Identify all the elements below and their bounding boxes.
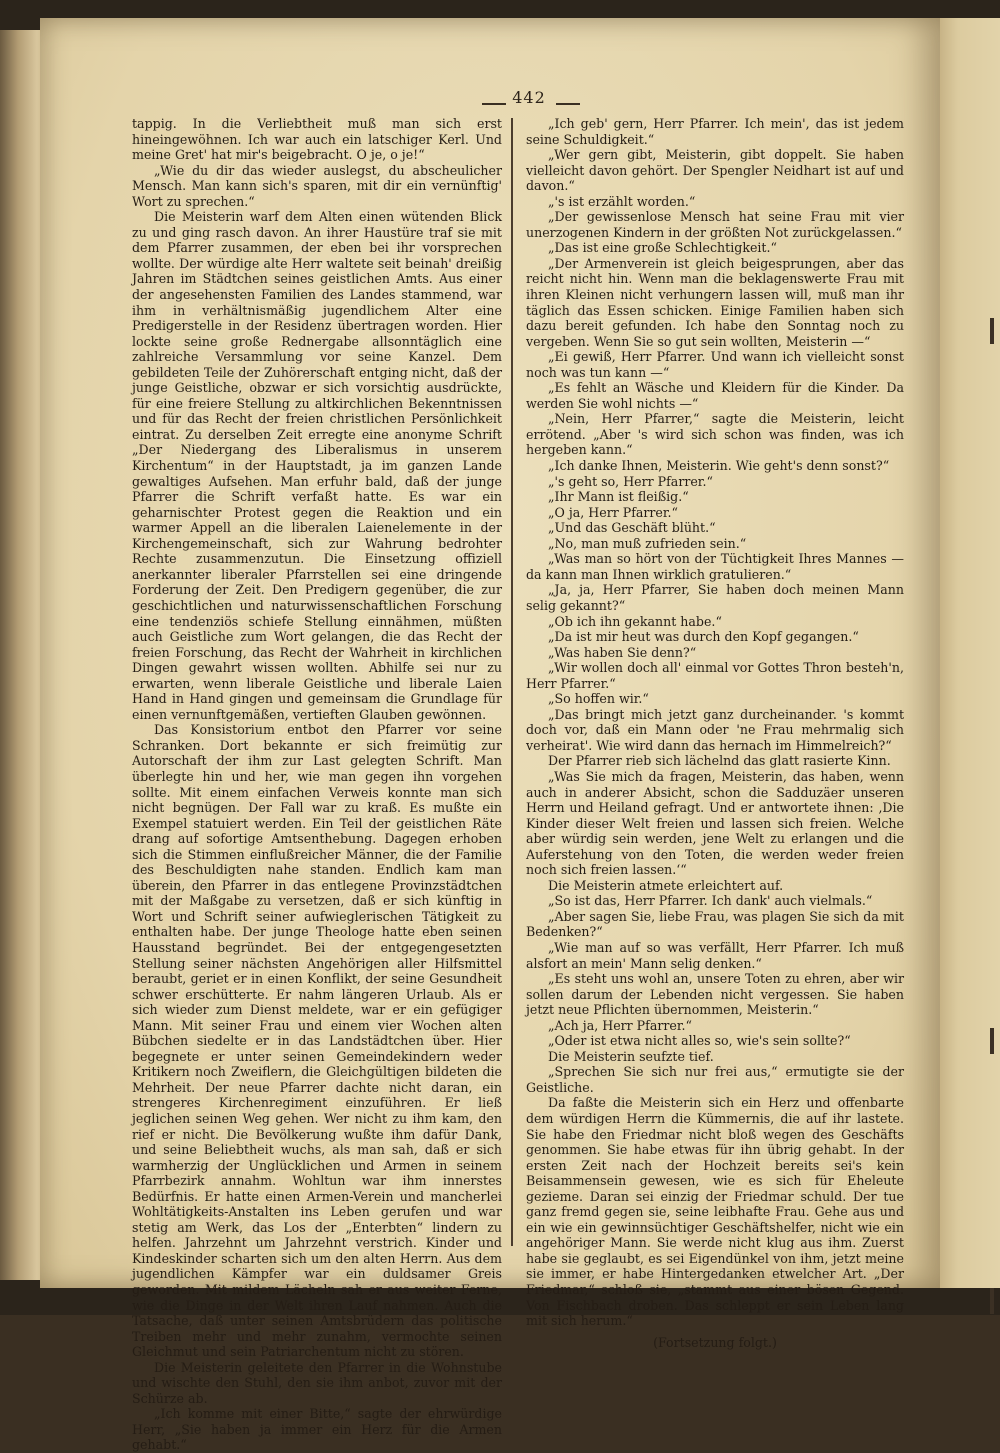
paragraph: „'s ist erzählt worden.“ bbox=[548, 193, 696, 209]
paragraph: „Ei gewiß, Herr Pfarrer. Und wann ich vielleicht sonst noch was tun kann —“ bbox=[526, 349, 904, 380]
left-text-column bbox=[132, 116, 502, 1453]
paragraph: „No, man muß zufrieden sein.“ bbox=[548, 535, 747, 551]
paragraph: tappig. In die Verliebtheit muß man sich erst hineingewöhnen. Ich war auch ein latschiger Kerl. Und meine Gret' hat mir's beigebracht. O je, o je!“ bbox=[132, 116, 502, 163]
paragraph: „Es fehlt an Wäsche und Kleidern für die Kinder. Da werden Sie wohl nichts —“ bbox=[526, 380, 904, 411]
paragraph: „Was haben Sie denn?“ bbox=[548, 644, 697, 660]
paragraph: „Nein, Herr Pfarrer,“ sagte die Meisterin, leicht errötend. „Aber 's wird sich schon was finden, was ich hergeben kann.“ bbox=[526, 411, 904, 458]
paragraph: Da faßte die Meisterin sich ein Herz und offenbarte dem würdigen Herrn die Kümmernis, die auf ihr lastete. Sie habe den Friedmar nicht bloß wegen des Geschäfts genommen. Sie habe etwas für ihn übrig gehabt. In der ersten Zeit nach der Hochzeit bereits sei's kein Beisammensein gewesen, wie es sich für Eheleute gezieme. Daran sei einzig der Friedmar schuld. Der tue ganz fremd gegen sie, seine leibhafte Frau. Gehe aus und ein wie ein gewinnsüchtiger Geschäftshelfer, nicht wie ein angehöriger Mann. Sie werde nicht klug aus ihm. Zuerst habe sie geglaubt, es sei Eigendünkel von ihm, jetzt meine sie immer, er habe Hintergedanken etwelcher Art. „Der Friedmar,“ schloß sie, „stammt aus einer bösen Gegend. Von Fischbach droben. Das schleppt er sein Leben lang mit sich herum.“ bbox=[526, 1095, 904, 1329]
paragraph: Der Pfarrer rieb sich lächelnd das glatt rasierte Kinn. bbox=[548, 753, 891, 769]
paragraph: „Ich danke Ihnen, Meisterin. Wie geht's denn sonst?“ bbox=[548, 458, 890, 474]
paragraph: „Ich geb' gern, Herr Pfarrer. Ich mein', das ist jedem seine Schuldigkeit.“ bbox=[526, 116, 904, 147]
paragraph: „'s geht so, Herr Pfarrer.“ bbox=[548, 473, 713, 489]
paragraph: „Wie du dir das wieder auslegst, du abscheulicher Mensch. Man kann sich's sparen, mit dir ein vernünftig' Wort zu sprechen.“ bbox=[132, 162, 502, 209]
facing-page-mark bbox=[990, 1288, 994, 1314]
paragraph: Die Meisterin warf dem Alten einen wütenden Blick zu und ging rasch davon. An ihrer Haustüre traf sie mit dem Pfarrer zusammen, der eben bei ihr vorsprechen wollte. Der würdige alte Herr waltete seit beinah' dreißig Jahren im Städtchen seines geistlichen Amts. Aus einer der angesehensten Familien des Landes stammend, war ihm in verhältnismäßig jugendlichem Alter eine Predigerstelle in der Residenz übertragen worden. Hier lockte seine große Rednergabe allsonntäglich eine zahlreiche Versammlung vor seine Kanzel. Dem gebildeten Teile der Zuhörerschaft entging nicht, daß der junge Geistliche, obzwar er sich vorsichtig ausdrückte, für eine freiere Stellung zu altkirchlichen Bekenntnissen und für das Recht der freien christlichen Persönlichkeit eintrat. Zu derselben Zeit erregte eine anonyme Schrift „Der Niedergang des Liberalismus in unserem Kirchentum“ in der Hauptstadt, ja im ganzen Lande gewaltiges Aufsehen. Man erfuhr bald, daß der junge Pfarrer die Schrift verfaßt hatte. Es war ein geharnischter Protest gegen die Reaktion und ein warmer Appell an die liberalen Laienelemente in der Kirchengemeinschaft, sich zur Wahrung bedrohter Rechte zusammenzutun. Die Einsetzung offiziell anerkannter liberaler Pfarrstellen sei eine dringende Forderung der Zeit. Den Predigern gegenüber, die zur geschichtlichen und naturwissenschaftlichen Forschung eine tendenziös schiefe Stellung einnähmen, müßten auch Geistliche zum Wort gelangen, die das Recht der freien Forschung, das Recht der Wahrheit in kirchlichen Dingen gewahrt wissen wollten. Abhilfe sei nur zu erwarten, wenn liberale Geistliche und liberale Laien Hand in Hand gingen und gemeinsam die Grundlage für einen vernunftgemäßen, vertieften Glauben gewönnen. bbox=[132, 209, 502, 722]
paragraph: Die Meisterin geleitete den Pfarrer in die Wohnstube und wischte den Stuhl, den sie ihm anbot, zuvor mit der Schürze ab. bbox=[132, 1359, 502, 1406]
paragraph: „Aber sagen Sie, liebe Frau, was plagen Sie sich da mit Bedenken?“ bbox=[526, 908, 904, 940]
paragraph: „Wer gern gibt, Meisterin, gibt doppelt. Sie haben vielleicht davon gehört. Der Spengler Neidhart ist auf und davon.“ bbox=[526, 147, 904, 194]
paragraph: „Was man so hört von der Tüchtigkeit Ihres Mannes — da kann man Ihnen wirklich gratulieren.“ bbox=[526, 551, 904, 582]
column-divider bbox=[511, 118, 513, 1246]
paragraph: Die Meisterin seufzte tief. bbox=[548, 1048, 714, 1064]
facing-page-mark bbox=[990, 318, 994, 344]
paragraph: „Und das Geschäft blüht.“ bbox=[548, 520, 716, 536]
paragraph: „Der gewissenlose Mensch hat seine Frau mit vier unerzogenen Kindern in der größten Not zurückgelassen.“ bbox=[526, 209, 904, 240]
paragraph: „Wie man auf so was verfällt, Herr Pfarrer. Ich muß alsfort an mein' Mann selig denken.“ bbox=[526, 939, 904, 971]
continuation-note: (Fortsetzung folgt.) bbox=[653, 1334, 777, 1350]
paragraph: „Wir wollen doch all' einmal vor Gottes Thron besteh'n, Herr Pfarrer.“ bbox=[526, 660, 904, 691]
right-text-column bbox=[526, 116, 904, 1350]
paragraph: „Was Sie mich da fragen, Meisterin, das haben, wenn auch in anderer Absicht, schon die Sadduzäer unseren Herrn und Heiland gefragt. Und er antwortete ihnen: ‚Die Kinder dieser Welt freien und lassen sich freien. Welche aber würdig sein werden, jene Welt zu erlangen und die Auferstehung von den Toten, die werden weder freien noch sich freien lassen.‘“ bbox=[526, 768, 904, 878]
paragraph: „So ist das, Herr Pfarrer. Ich dank' auch vielmals.“ bbox=[548, 893, 873, 909]
paragraph: „Ja, ja, Herr Pfarrer, Sie haben doch meinen Mann selig gekannt?“ bbox=[526, 582, 904, 613]
paragraph: „Es steht uns wohl an, unsere Toten zu ehren, aber wir sollen darum der Lebenden nicht vergessen. Sie haben jetzt neue Pflichten übernommen, Meisterin.“ bbox=[526, 971, 904, 1018]
paragraph: „Der Armenverein ist gleich beigesprungen, aber das reicht nicht hin. Wenn man die beklagenswerte Frau mit ihren Kleinen nicht verhungern lassen will, muß man ihr täglich das Essen schicken. Einige Familien haben sich dazu bereit gefunden. Ich habe den Sonntag noch zu vergeben. Wenn Sie so gut sein wollten, Meisterin —“ bbox=[526, 255, 904, 349]
paragraph: „Das bringt mich jetzt ganz durcheinander. 's kommt doch vor, daß ein Mann oder 'ne Frau mehrmalig sich verheirat'. Wie wird dann das hernach im Himmelreich?“ bbox=[526, 706, 904, 753]
paragraph: „Ob ich ihn gekannt habe.“ bbox=[548, 613, 722, 629]
facing-page-strip bbox=[940, 18, 1000, 1288]
paragraph: Das Konsistorium entbot den Pfarrer vor seine Schranken. Dort bekannte er sich freimütig zur Autorschaft der ihm zur Last gelegten Schrift. Man überlegte hin und her, wie man gegen ihn vorgehen sollte. Mit einem einfachen Verweis konnte man sich nicht begnügen. Der Fall war zu kraß. Es mußte ein Exempel statuiert werden. Ein Teil der geistlichen Räte drang auf sofortige Amtsenthebung. Dagegen erhoben sich die Stimmen einflußreicher Männer, die der Familie des Beschuldigten nahe standen. Endlich kam man überein, den Pfarrer in das entlegene Provinzstädtchen mit der Maßgabe zu versetzen, daß er sich künftig in Wort und Schrift seiner aufwieglerischen Tätigkeit zu enthalten habe. Der junge Theologe hatte eben seinen Hausstand begründet. Bei der entgegengesetzten Stellung seiner nächsten Angehörigen aller Hilfsmittel beraubt, geriet er in einen Konflikt, der seine Gesundheit schwer erschütterte. Er nahm längeren Urlaub. Als er sich wieder zum Dienst meldete, war er ein gefügiger Mann. Mit seiner Frau und einem vier Wochen alten Bübchen siedelte er in das Landstädtchen über. Hier begegnete er unter seinen Gemeindekindern weder Kritikern noch Zweiflern, die Gleichgültigen bildeten die Mehrheit. Der neue Pfarrer dachte nicht daran, ein strengeres Kirchenregiment einzuführen. Er ließ jeglichen seinen Weg gehen. Wer nicht zu ihm kam, den rief er nicht. Die Bevölkerung wußte ihm dafür Dank, und seine Beliebtheit wuchs, als man sah, daß er sich warmherzig der Unglücklichen und Armen in seinem Pfarrbezirk annahm. Wohltun war ihm innerstes Bedürfnis. Er hatte einen Armen-Verein und mancherlei Wohltätigkeits-Anstalten ins Leben gerufen und war stetig am Werk, das Los der „Enterbten“ lindern zu helfen. Jahrzehnt um Jahrzehnt verstrich. Kinder und Kindeskinder scharten sich um den alten Herrn. Aus dem jugendlichen Kämpfer war ein duldsamer Greis geworden. Mit mildem Lächeln sah er aus weiter Ferne, wie die Dinge in der Welt ihren Lauf nahmen. Auch die Tatsache, daß unter seinen Amtsbrüdern das politische Treiben mehr und mehr zunahm, vermochte seinen Gleichmut und sein Patriarchentum nicht zu stören. bbox=[132, 722, 502, 1360]
paragraph: „Ach ja, Herr Pfarrer.“ bbox=[548, 1017, 692, 1033]
page-number: 442 bbox=[512, 88, 546, 107]
facing-page-mark bbox=[990, 1028, 994, 1054]
paragraph: „So hoffen wir.“ bbox=[548, 691, 649, 707]
paragraph: „Sprechen Sie sich nur frei aus,“ ermutigte sie der Geistliche. bbox=[526, 1064, 904, 1095]
paragraph: „Ich komme mit einer Bitte,“ sagte der ehrwürdige Herr, „Sie haben ja immer ein Herz für die Armen gehabt.“ bbox=[132, 1406, 502, 1453]
paragraph: „Das ist eine große Schlechtigkeit.“ bbox=[548, 240, 777, 256]
paragraph: „Da ist mir heut was durch den Kopf gegangen.“ bbox=[548, 629, 859, 645]
paragraph: „O ja, Herr Pfarrer.“ bbox=[548, 504, 678, 520]
page-number-dash-right bbox=[556, 103, 580, 105]
paragraph: Die Meisterin atmete erleichtert auf. bbox=[548, 877, 784, 893]
paragraph: „Oder ist etwa nicht alles so, wie's sein sollte?“ bbox=[548, 1033, 851, 1049]
paragraph: „Ihr Mann ist fleißig.“ bbox=[548, 489, 689, 505]
